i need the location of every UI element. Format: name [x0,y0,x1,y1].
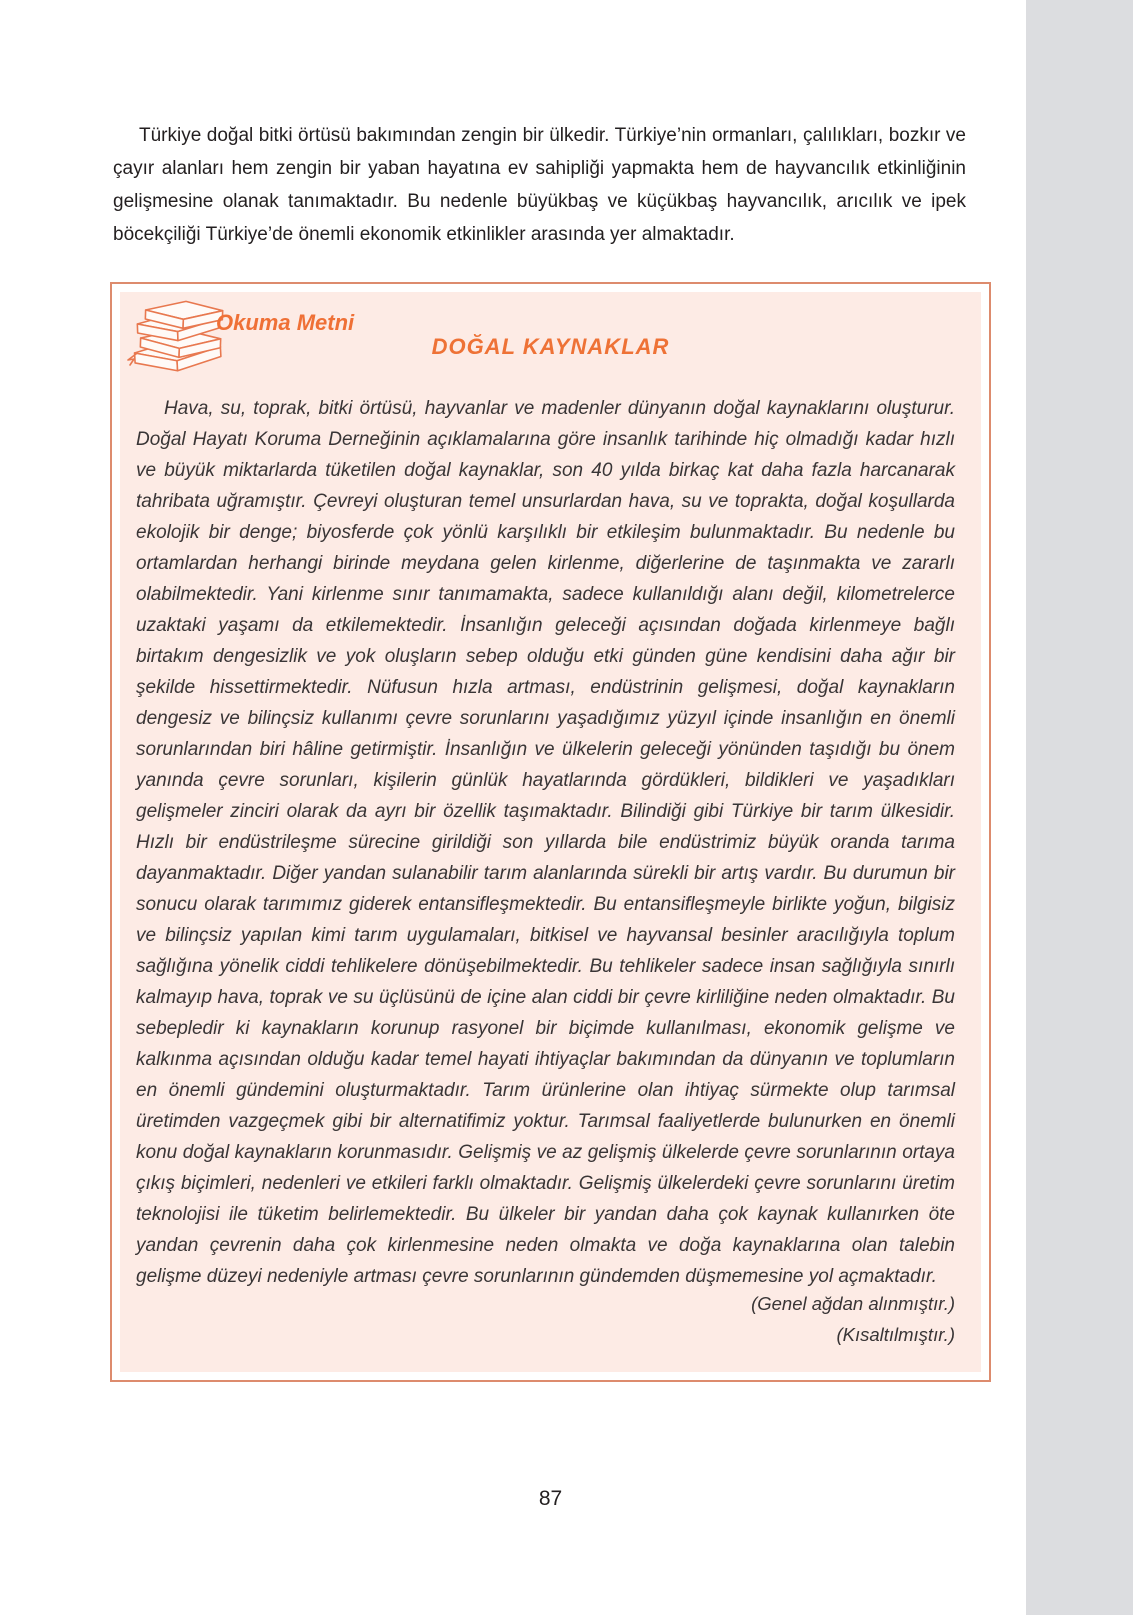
page-number: 87 [538,1487,563,1510]
reading-text-label: Okuma Metni [216,310,355,335]
citation-source: (Genel ağdan alınmıştır.) [751,1293,955,1314]
reading-text-title: DOĞAL KAYNAKLAR [431,334,670,359]
citation-block [751,1288,955,1350]
intro-paragraph: Türkiye doğal bitki örtüsü bakımından zengin bir ülkedir. Türkiye’nin ormanları, çalılıkları, bozkır ve çayır alanları hem zengin bir yaban hayatına ev sahipliği yapmakta hem de hayvancılık etkinliğinin gelişmesine olanak tanımaktadır. Bu nedenle büyükbaş ve küçükbaş hayvancılık, arıcılık ve ipek böcekçiliği Türkiye’de önemli ekonomik etkinlikler arasında yer almaktadır. [113,125,966,245]
page-margin-band [1026,0,1133,1615]
reading-text-body: Hava, su, toprak, bitki örtüsü, hayvanlar ve madenler dünyanın doğal kaynaklarını oluşturur. Doğal Hayatı Koruma Derneğinin açıklamalarına göre insanlık tarihinde hiç olmadığı kadar hızlı ve büyük miktarlarda tüketilen doğal kaynaklar, son 40 yılda birkaç kat daha fazla harcanarak tahribata uğramıştır. Çevreyi oluşturan temel unsurlardan hava, su ve toprakta, doğal koşullarda ekolojik bir denge; biyosferde çok yönlü karşılıklı bir etkileşim bulunmaktadır. Bu nedenle bu ortamlardan herhangi birinde meydana gelen kirlenme, diğerlerine de taşınmakta ve zararlı olabilmektedir. Yani kirlenme sınır tanımamakta, sadece kullanıldığı alanı değil, kilometrelerce uzaktaki yaşamı da etkilemektedir. İnsanlığın geleceği açısından doğada kirlenmeye bağlı birtakım dengesizlik ve yok oluşların sebep olduğu etki günden güne kendisini daha ağır bir şekilde hissettirmektedir. Nüfusun hızla artması, endüstrinin gelişmesi, doğal kaynakların dengesiz ve bilinçsiz kullanımı çevre sorunlarını yaşadığımız yüzyıl içinde insanlığın en önemli sorunlarından biri hâline getirmiştir. İnsanlığın ve ülkelerin geleceği yönünden taşıdığı bu önem yanında çevre sorunları, kişilerin günlük hayatlarında gördükleri, bildikleri ve yaşadıkları gelişmeler zinciri olarak da ayrı bir özellik taşımaktadır. Bilindiği gibi Türkiye bir tarım ülkesidir. Hızlı bir endüstrileşme sürecine girildiği son yıllarda bile endüstrimiz büyük oranda tarıma dayanmaktadır. Diğer yandan sulanabilir tarım alanlarında sürekli bir artış vardır. Bu durumun bir sonucu olarak tarımımız giderek entansifleşmektedir. Bu entansifleşmeyle birlikte yoğun, bilgisiz ve bilinçsiz yapılan kimi tarım uygulamaları, bitkisel ve hayvansal besinler aracılığıyla toplum sağlığına yönelik ciddi tehlikelere dönüşebilmektedir. Bu tehlikeler sadece insan sağlığıyla sınırlı kalmayıp hava, toprak ve su üçlüsünü de içine alan ciddi bir çevre kirliliğine neden olmaktadır. Bu sebepledir ki kaynakların korunup rasyonel bir biçimde kullanılması, ekonomik gelişme ve kalkınma açısından olduğu kadar temel hayati ihtiyaçlar bakımından da dünyanın ve toplumların en önemli gündemini oluşturmaktadır. Tarım ürünlerine olan ihtiyaç sürmekte olup tarımsal üretimden vazgeçmek gibi bir alternatifimiz yoktur. Tarımsal faaliyetlerde bulunurken en önemli konu doğal kaynakların korunmasıdır. Gelişmiş ve az gelişmiş ülkelerde çevre sorunlarının ortaya çıkış biçimleri, nedenleri ve etkileri farklı olmaktadır. Gelişmiş ülkelerdeki çevre sorunlarını üretim teknolojisi ile tüketim belirlemektedir. Bu ülkeler bir yandan daha çok kaynak kullanırken öte yandan çevrenin daha çok kirlenmesine neden olmakta ve doğa kaynaklarına olan talebin gelişme düzeyi nedeniyle artması çevre sorunlarının gündemden düşmemesine yol açmaktadır. [136,398,955,1287]
citation-abridged: (Kısaltılmıştır.) [836,1324,955,1345]
reading-text-box-inner [120,292,981,1372]
reading-text-box [110,282,991,1382]
